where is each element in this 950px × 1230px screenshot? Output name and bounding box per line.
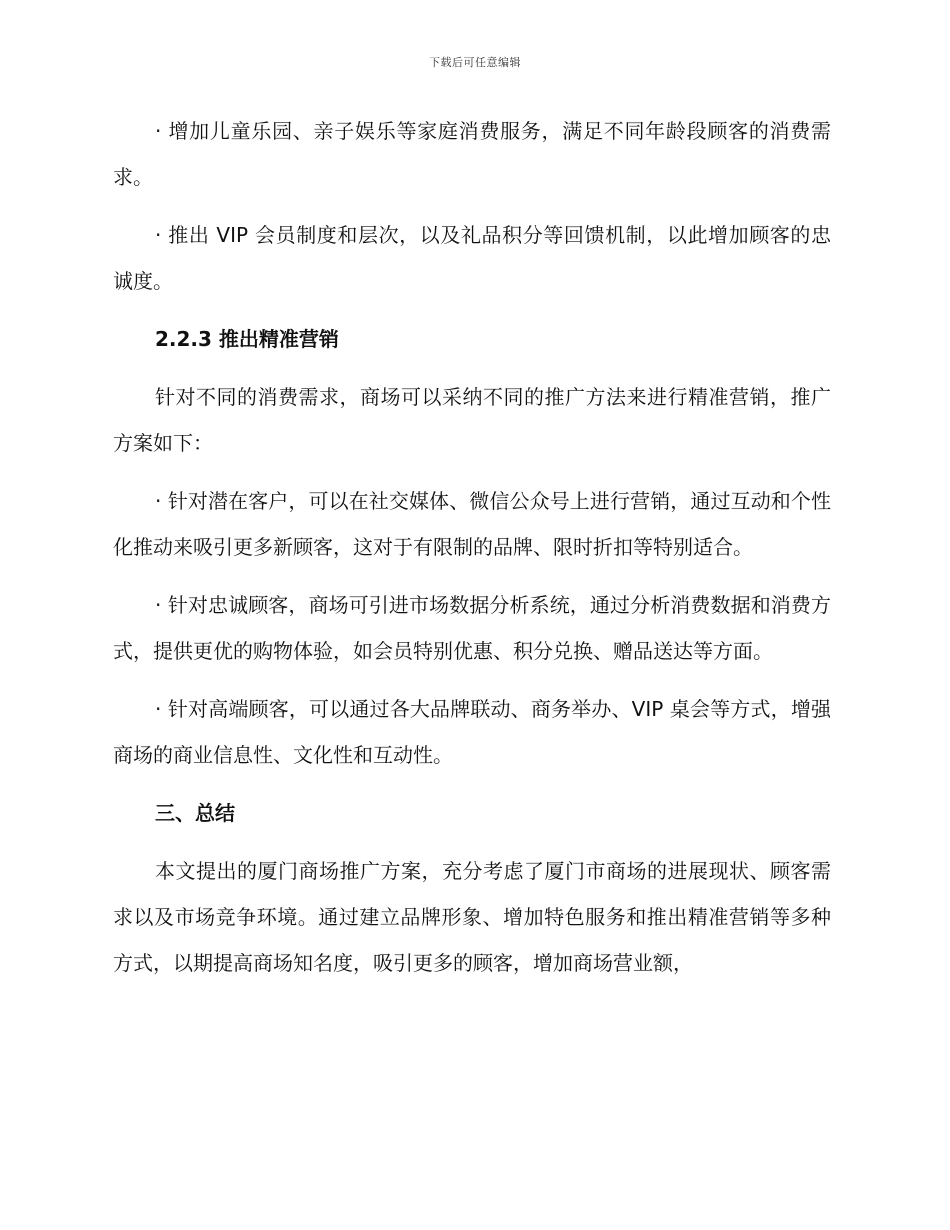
bullet-loyal-customers: · 针对忠诚顾客，商场可引进市场数据分析系统，通过分析消费数据和消费方式，提供更优的购物体验，如会员特别优惠、积分兑换、赠品送达等方面。	[113, 593, 831, 663]
paragraph-summary: 本文提出的厦门商场推广方案，充分考虑了厦门市商场的进展现状、顾客需求以及市场竞争环境。通过建立品牌形象、增加特色服务和推出精准营销等多种方式，以期提高商场知名度，吸引更多的顾客，增加商场营业额，	[113, 859, 831, 975]
bullet-family-services: · 增加儿童乐园、亲子娱乐等家庭消费服务，满足不同年龄段顾客的消费需求。	[113, 119, 831, 189]
section-heading-summary: 三、总结	[155, 801, 235, 825]
bullet-high-end-customers: · 针对高端顾客，可以通过各大品牌联动、商务举办、VIP 桌会等方式，增强商场的商业信息性、文化性和互动性。	[113, 697, 831, 767]
bullet-potential-customers: · 针对潜在客户，可以在社交媒体、微信公众号上进行营销，通过互动和个性化推动来吸引更多新顾客，这对于有限制的品牌、限时折扣等特别适合。	[113, 489, 831, 559]
page-header: 下载后可任意编辑	[429, 56, 521, 69]
section-heading-precision-marketing: 2.2.3 推出精准营销	[155, 327, 339, 351]
paragraph-marketing-intro: 针对不同的消费需求，商场可以采纳不同的推广方法来进行精准营销，推广方案如下：	[113, 385, 831, 455]
document-body	[113, 108, 831, 998]
bullet-vip-membership: · 推出 VIP 会员制度和层次，以及礼品积分等回馈机制，以此增加顾客的忠诚度。	[113, 223, 831, 293]
